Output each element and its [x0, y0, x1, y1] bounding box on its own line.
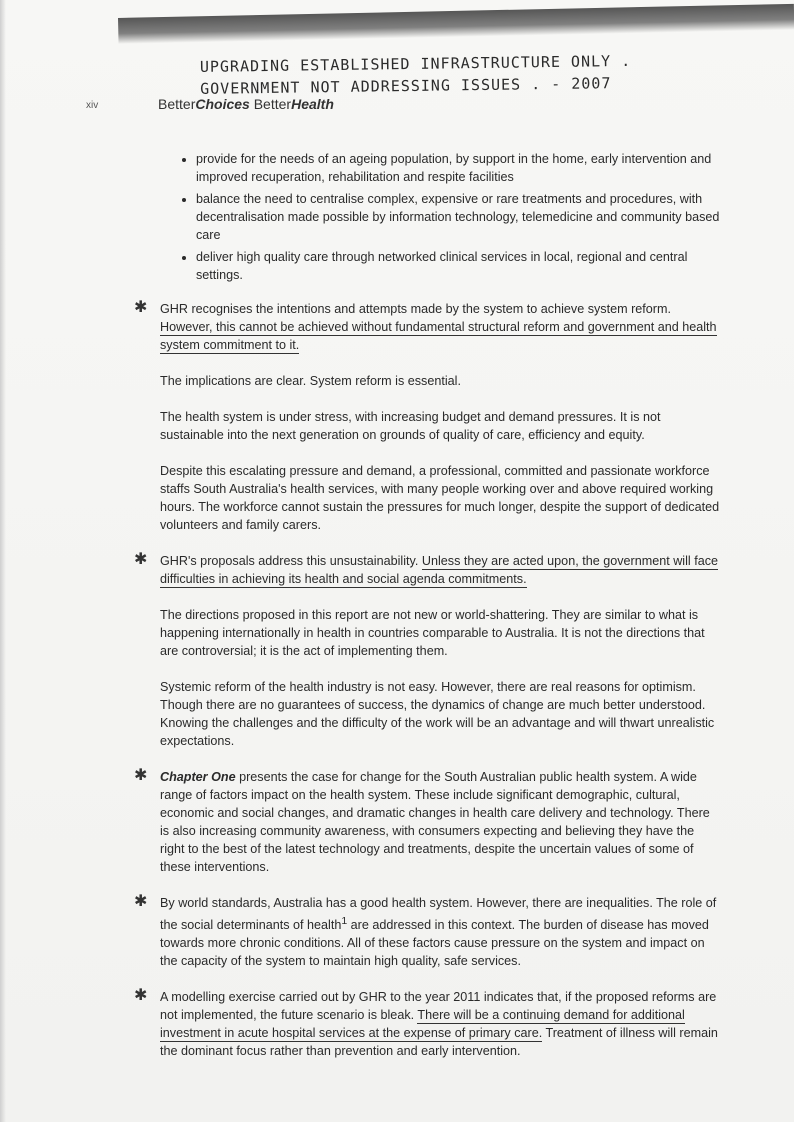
- header-choices: Choices: [195, 96, 250, 112]
- document-body: [134, 150, 720, 1078]
- header-health: Health: [291, 96, 334, 112]
- handwritten-line-2: GOVERNMENT NOT ADDRESSING ISSUES . - 2007: [200, 74, 612, 98]
- paragraph-stress: The health system is under stress, with increasing budget and demand pressures. It is not sustainable into the next generation on grounds of quality of care, efficiency and equity.: [160, 410, 661, 442]
- asterisk-mark-icon: ✱: [134, 765, 148, 784]
- document-header: [158, 96, 334, 112]
- page-number: xiv: [86, 100, 99, 111]
- underlined-text: However, this cannot be achieved without fundamental structural reform and government and health system commitment to it.: [160, 320, 717, 352]
- bullet-item: • balance the need to centralise complex, expensive or rare treatments and procedures, with decentralisation made possible by information technology, telemedicine and community based care: [196, 190, 720, 244]
- scan-edge: [0, 0, 6, 1122]
- footnote-marker: 1: [341, 915, 348, 927]
- paragraph-text: are addressed in this context. The burden of disease has moved towards more chronic conditions. All of these factors cause pressure on the system and impact on the capacity of the system to maintain high quality, safe services.: [160, 918, 709, 969]
- asterisk-mark-icon: ✱: [134, 985, 148, 1005]
- scan-shadow-band: [118, 4, 794, 44]
- asterisk-mark-icon: ✱: [134, 297, 148, 316]
- paragraph-text: GHR's proposals address this unsustainability.: [160, 554, 419, 568]
- paragraph-modelling: [134, 985, 720, 1060]
- paragraph-proposals: [134, 549, 720, 588]
- underlined-text: There will be a continuing demand for additional investment in acute hospital services at the expense of primary care.: [160, 1008, 685, 1041]
- paragraph-world-standards: [134, 891, 720, 970]
- paragraph-implications: The implications are clear. System reform is essential.: [160, 374, 461, 388]
- paragraph-systemic-reform: Systemic reform of the health industry is not easy. However, there are real reasons for optimism. Though there are no guarantees of success, the dynamics of change are much better understood. Knowing the challenges and the difficulty of the work will be an advantage and will thwart unrealistic expectations.: [160, 680, 715, 748]
- bullet-list: [160, 150, 720, 284]
- paragraph-text: GHR recognises the intentions and attempts made by the system to achieve system reform.: [160, 302, 671, 316]
- paragraph-ghr-recognises: [134, 297, 720, 354]
- bullet-item: • provide for the needs of an ageing population, by support in the home, early intervention and improved recuperation, rehabilitation and respite facilities: [196, 150, 720, 186]
- paragraph-chapter-one: [134, 765, 720, 876]
- handwritten-line-1: UPGRADING ESTABLISHED INFRASTRUCTURE ONLY .: [199, 51, 632, 76]
- underlined-text: Unless they are acted upon, the government will face difficulties in achieving its health and social agenda commitments.: [160, 554, 718, 586]
- header-better-1: Better: [158, 96, 196, 112]
- asterisk-mark-icon: ✱: [134, 891, 148, 910]
- paragraph-text: A modelling exercise carried out by GHR to the year 2011 indicates that, if the proposed reforms are not implemented, the future scenario is bleak.: [160, 990, 717, 1023]
- bullet-item: • deliver high quality care through networked clinical services in local, regional and central settings.: [196, 248, 720, 284]
- chapter-reference: Chapter One: [160, 770, 236, 784]
- asterisk-mark-icon: ✱: [134, 549, 148, 568]
- paragraph-text: presents the case for change for the South Australian public health system. A wide range of factors impact on the health system. These include significant demographic, cultural, economic and social changes, and dramatic changes in health care delivery and technology. There is also increasing community awareness, with consumers expecting and believing they have the right to the best of the latest technology and treatments, despite the uncertain values of some of these interventions.: [160, 770, 710, 874]
- handwritten-annotation: [200, 48, 761, 100]
- paragraph-workforce: Despite this escalating pressure and demand, a professional, committed and passionate workforce staffs South Australia's health services, with many people working over and above required working hours. The workforce cannot sustain the pressures for much longer, despite the support of dedicated volunteers and family carers.: [160, 464, 720, 532]
- header-better-2: Better: [253, 96, 292, 112]
- paragraph-text: Treatment of illness will remain the dominant focus rather than prevention and early intervention.: [160, 1026, 718, 1059]
- paragraph-text: By world standards, Australia has a good health system. However, there are inequalities. The role of the social determinants of health: [160, 896, 717, 933]
- paragraph-directions: The directions proposed in this report are not new or world-shattering. They are similar to what is happening internationally in health in countries comparable to Australia. It is not the directions that are controversial; it is the act of implementing them.: [160, 608, 705, 658]
